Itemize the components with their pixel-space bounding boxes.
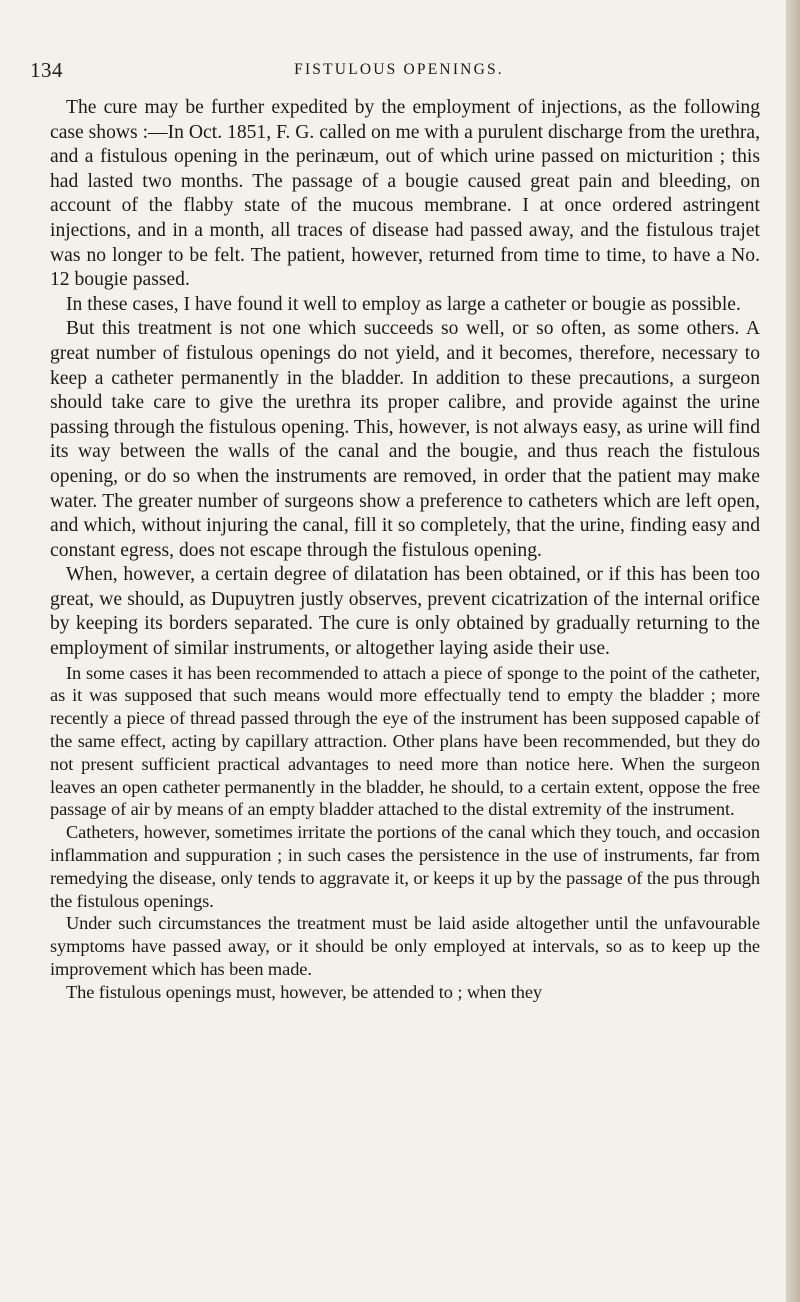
paragraph-7: Under such circumstances the treatment must be laid aside altogether until the unfavourable symptoms have passed away, or it should be only employed at intervals, so as to keep up the improvement which has been made.: [50, 913, 760, 980]
body-text: [50, 96, 760, 1004]
paragraph-6: Catheters, however, sometimes irritate the portions of the canal which they touch, and occasion inflammation and suppuration ; in such cases the persistence in the use of instruments, far from remedying the disease, only tends to aggravate it, or keeps it up by the passage of the pus through the fistulous openings.: [50, 822, 760, 911]
page-header: [0, 58, 786, 92]
paragraph-1: The cure may be further expedited by the employment of injections, as the following case shows :—In Oct. 1851, F. G. called on me with a purulent discharge from the urethra, and a fistulous opening in the perinæum, out of which urine passed on micturition ; this had lasted two months. The passage of a bougie caused great pain and bleeding, on account of the flabby state of the mucous membrane. I at once ordered astringent injections, and in a month, all traces of disease had passed away, and the fistulous trajet was no longer to be felt. The patient, however, returned from time to time, to have a No. 12 bougie passed.: [50, 97, 760, 291]
paragraph-8: The fistulous openings must, however, be attended to ; when they: [66, 981, 543, 1002]
page-number: 134: [30, 58, 63, 82]
paragraph-3: But this treatment is not one which succeeds so well, or so often, as some others. A great number of fistulous openings do not yield, and it becomes, therefore, necessary to keep a catheter permanently in the bladder. In addition to these precautions, a surgeon should take care to give the urethra its proper calibre, and provide against the urine passing through the fistulous opening. This, however, is not always easy, as urine will find its way between the walls of the canal and the bougie, and thus reach the fistulous opening, or do so when the instruments are removed, in order that the patient may make water. The greater number of surgeons show a preference to catheters which are left open, and which, without injuring the canal, fill it so completely, that the urine, finding easy and constant egress, does not escape through the fistulous opening.: [50, 318, 760, 561]
running-head: FISTULOUS OPENINGS.: [294, 61, 504, 78]
paragraph-5: In some cases it has been recommended to attach a piece of sponge to the point of the catheter, as it was supposed that such means would more effectually tend to empty the bladder ; more recently a piece of thread passed through the eye of the instrument has been supposed capable of the same effect, acting by capillary attraction. Other plans have been recommended, but they do not present sufficient practical advantages to need more than notice here. When the surgeon leaves an open catheter permanently in the bladder, he should, to a certain extent, oppose the free passage of air by means of an empty bladder attached to the distal extremity of the instrument.: [50, 662, 760, 820]
paragraph-4: When, however, a certain degree of dilatation has been obtained, or if this has been too great, we should, as Dupuytren justly observes, prevent cicatrization of the internal orifice by keeping its borders separated. The cure is only obtained by gradually returning to the employment of similar instruments, or altogether laying aside their use.: [50, 564, 760, 660]
paragraph-2: In these cases, I have found it well to employ as large a catheter or bougie as possible.: [66, 293, 741, 315]
page-edge: [786, 0, 800, 1302]
